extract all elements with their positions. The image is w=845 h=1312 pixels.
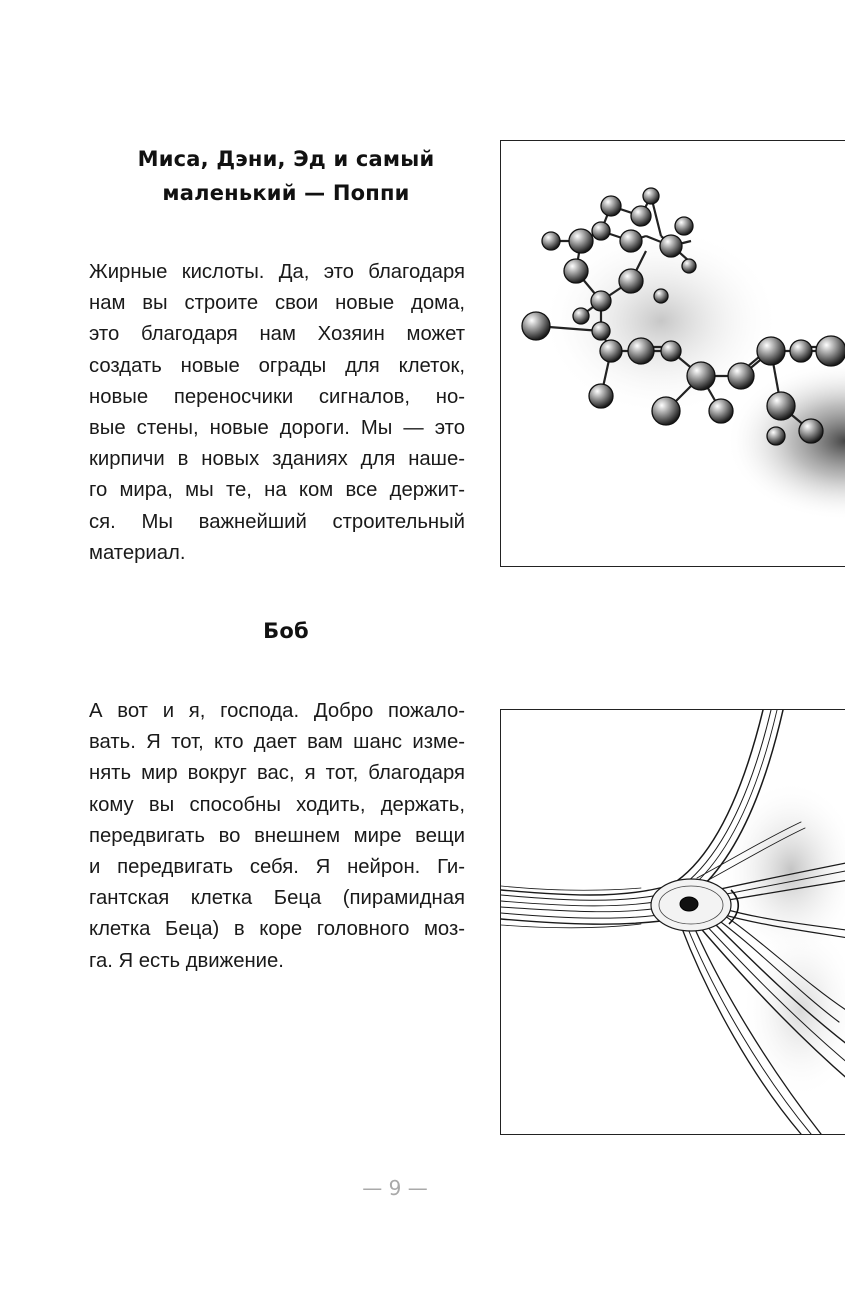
text-line: вать. Я тот, кто дает вам шанс изме- [89,731,465,754]
heading-line: маленький — Поппи [162,181,410,205]
text-line: создать новые ограды для клеток, [89,354,465,377]
heading-line: Боб [263,619,309,643]
text-line: передвигать во внешнем мире вещи [89,824,465,847]
text-line: кирпичи в новых зданиях для наше- [89,448,465,471]
text-line: это благодаря нам Хозяин может [89,323,465,346]
molecule-illustration [500,140,845,567]
paragraph-bob [89,696,465,977]
neuron-illustration [500,709,845,1135]
text-line: вые стены, новые дороги. Мы — это [89,417,465,440]
neuron-drawing [501,710,845,1134]
text-line: А вот и я, господа. Добро пожало- [89,700,465,722]
text-line: и передвигать себя. Я нейрон. Ги- [89,856,465,879]
molecule-drawing [501,141,845,566]
text-line: ся. Мы важнейший строительный [89,510,465,533]
text-line: нять мир вокруг вас, я тот, благодаря [89,762,465,785]
text-line: новые переносчики сигналов, но- [89,385,465,408]
text-line: гантская клетка Беца (пирамидная [89,887,465,910]
text-line: нам вы строите свои новые дома, [89,292,465,315]
text-line: кому вы способны ходить, держать, [89,793,465,816]
text-line: материал. [89,541,186,564]
section-heading-fatty-acids [88,142,484,210]
paragraph-fatty-acids [89,257,465,569]
text-line: го мира, мы те, на ком все держит- [89,479,465,502]
text-line: клетка Беца) в коре головного моз- [89,918,465,941]
page-number: — 9 — [362,1176,428,1200]
text-line: Жирные кислоты. Да, это благодаря [89,261,465,283]
section-heading-bob [88,614,484,648]
text-line: га. Я есть движение. [89,949,284,972]
heading-line: Миса, Дэни, Эд и самый [137,147,435,171]
